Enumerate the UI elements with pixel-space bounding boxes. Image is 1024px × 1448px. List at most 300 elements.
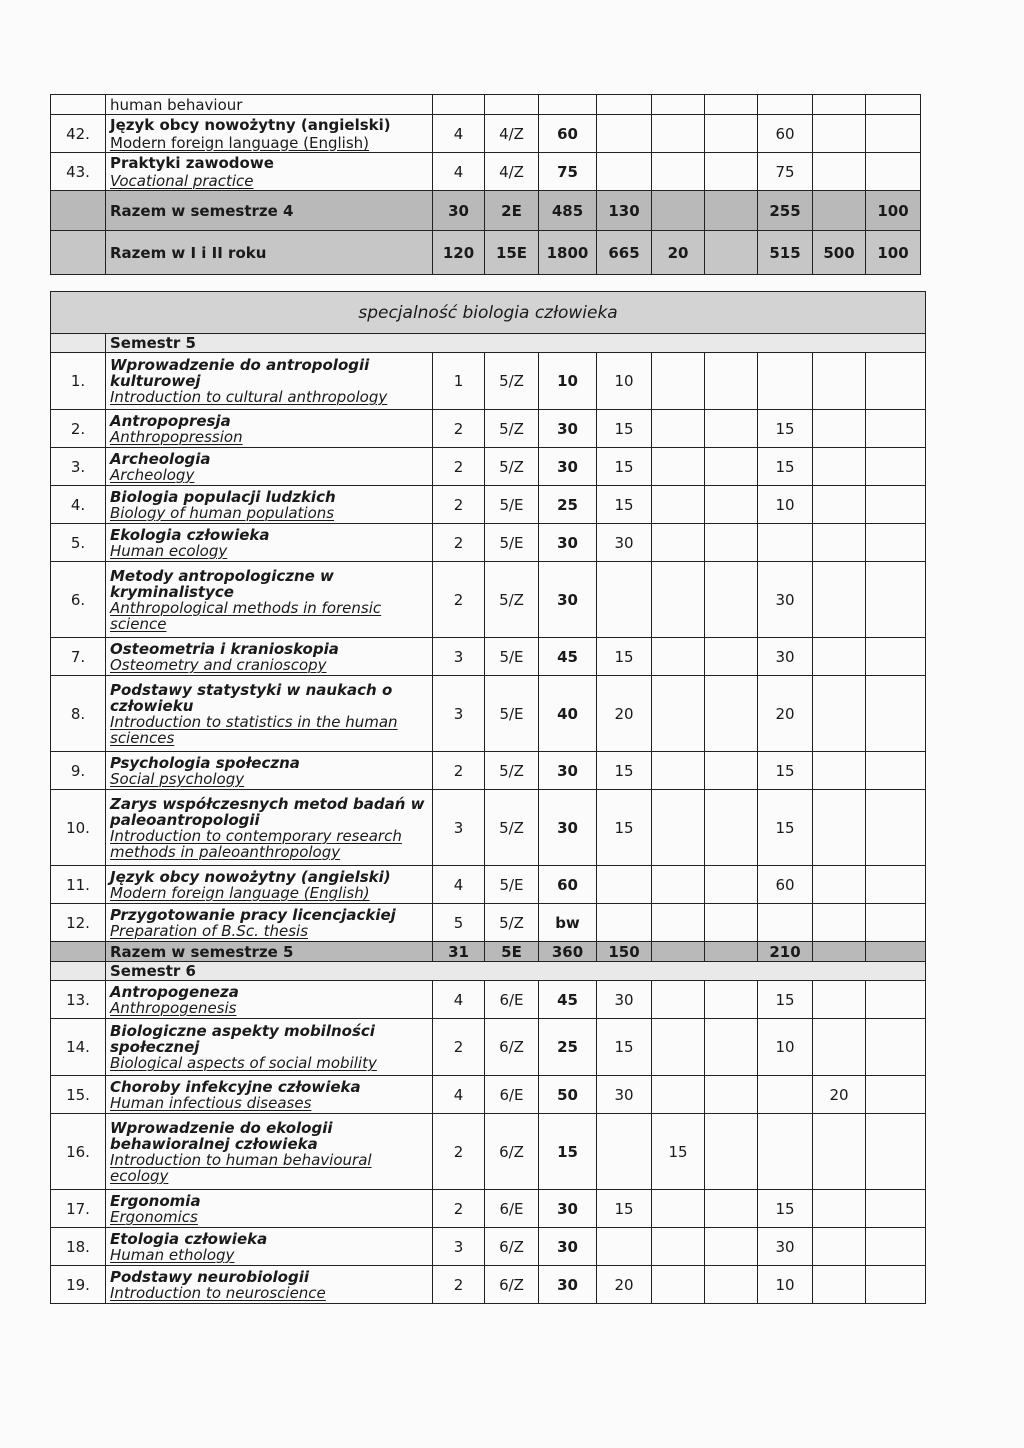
course-name-pl: Wprowadzenie do antropologii kulturowej: [110, 356, 370, 390]
value-cell: [813, 153, 866, 191]
value-cell: 2: [433, 1019, 485, 1076]
value-cell: 40: [539, 676, 597, 752]
course-row: [51, 1190, 926, 1228]
value-cell: 60: [758, 866, 813, 904]
value-cell: 2: [433, 410, 485, 448]
value-cell: [652, 410, 705, 448]
value-cell: 10: [758, 1266, 813, 1304]
value-cell: 30: [539, 562, 597, 638]
value-cell: [597, 1114, 652, 1190]
course-name-en: Introduction to human behavioural ecology: [110, 1150, 372, 1185]
row-number: 13.: [51, 981, 106, 1019]
course-name-pl: Wprowadzenie do ekologii behawioralnej człowieka: [110, 1118, 333, 1153]
course-name-pl: Metody antropologiczne w kryminalistyce: [110, 566, 334, 601]
value-cell: [705, 942, 758, 962]
value-cell: 6/Z: [485, 1019, 539, 1076]
value-cell: 3: [433, 1228, 485, 1266]
value-cell: [866, 448, 926, 486]
value-cell: 4: [433, 866, 485, 904]
value-cell: 5/E: [485, 638, 539, 676]
course-name-pl: Biologia populacji ludzkich: [110, 487, 336, 506]
course-name-en: Modern foreign language (English): [110, 133, 370, 152]
course-name-pl: Etologia człowieka: [110, 1229, 268, 1248]
course-name-en: Human infectious diseases: [110, 1093, 312, 1112]
value-cell: 30: [539, 1228, 597, 1266]
value-cell: 6/Z: [485, 1266, 539, 1304]
value-cell: 30: [597, 981, 652, 1019]
lecture-cell: [597, 153, 652, 191]
value-cell: [705, 752, 758, 790]
specialization-title: specjalność biologia człowieka: [51, 292, 926, 334]
course-name-pl: Ergonomia: [110, 1191, 201, 1210]
row-number: 14.: [51, 1019, 106, 1076]
value-cell: 2: [433, 562, 485, 638]
course-name-cell: [106, 353, 433, 410]
value-cell: [652, 191, 705, 231]
value-cell: [866, 524, 926, 562]
row-number: 19.: [51, 1266, 106, 1304]
value-cell: [652, 904, 705, 942]
semester-label-row: [51, 962, 926, 981]
value-cell: 15: [758, 1190, 813, 1228]
value-cell: 6/Z: [485, 1114, 539, 1190]
value-cell: [866, 1266, 926, 1304]
course-name-pl: Zarys współczesnych metod badań w paleoantropologii: [110, 794, 425, 829]
value-cell: [758, 904, 813, 942]
value-cell: 3: [433, 676, 485, 752]
value-cell: [705, 638, 758, 676]
value-cell: [866, 1019, 926, 1076]
ects-cell: 4: [433, 153, 485, 191]
value-cell: 2: [433, 486, 485, 524]
value-cell: [813, 448, 866, 486]
value-cell: [866, 676, 926, 752]
row-number: 4.: [51, 486, 106, 524]
course-name-en: Preparation of B.Sc. thesis: [110, 921, 309, 940]
semester-label: Semestr 5: [106, 334, 926, 353]
value-cell: [866, 1190, 926, 1228]
value-cell: [705, 524, 758, 562]
value-cell: [758, 1114, 813, 1190]
value-cell: [866, 562, 926, 638]
value-cell: 5/E: [485, 676, 539, 752]
value-cell: 2: [433, 448, 485, 486]
value-cell: [866, 1114, 926, 1190]
course-name-cell: [106, 1114, 433, 1190]
value-cell: 5/Z: [485, 752, 539, 790]
course-name-en: Vocational practice: [110, 171, 254, 190]
value-cell: [652, 981, 705, 1019]
value-cell: 500: [813, 231, 866, 275]
course-name-pl: Przygotowanie pracy licencjackiej: [110, 905, 396, 924]
value-cell: [813, 676, 866, 752]
value-cell: 10: [758, 1019, 813, 1076]
value-cell: 15: [597, 486, 652, 524]
course-name-en: Introduction to neuroscience: [110, 1283, 326, 1302]
value-cell: [597, 866, 652, 904]
value-cell: 5/E: [485, 524, 539, 562]
value-cell: 5/E: [485, 866, 539, 904]
value-cell: 20: [597, 676, 652, 752]
course-name-cell: [106, 448, 433, 486]
value-cell: [652, 115, 705, 153]
course-row: [51, 638, 926, 676]
value-cell: [866, 1228, 926, 1266]
value-cell: [705, 981, 758, 1019]
value-cell: [705, 790, 758, 866]
value-cell: 15E: [485, 231, 539, 275]
value-cell: [813, 410, 866, 448]
course-name-cell: [106, 486, 433, 524]
value-cell: 15: [758, 752, 813, 790]
row-number: 42.: [51, 115, 106, 153]
value-cell: [652, 866, 705, 904]
value-cell: 10: [597, 353, 652, 410]
value-cell: [758, 524, 813, 562]
value-cell: 20: [813, 1076, 866, 1114]
value-cell: [866, 115, 921, 153]
value-cell: 10: [539, 353, 597, 410]
value-cell: [813, 904, 866, 942]
value-cell: 31: [433, 942, 485, 962]
total-label: Razem w I i II roku: [106, 231, 433, 275]
row-number: 16.: [51, 1114, 106, 1190]
value-cell: 25: [539, 1019, 597, 1076]
value-cell: [866, 638, 926, 676]
value-cell: 45: [539, 638, 597, 676]
course-name-pl: Język obcy nowożytny (angielski): [110, 867, 391, 886]
value-cell: [705, 153, 758, 191]
course-row: [51, 562, 926, 638]
value-cell: [652, 790, 705, 866]
value-cell: [652, 448, 705, 486]
value-cell: [866, 353, 926, 410]
value-cell: 15: [652, 1114, 705, 1190]
lecture-cell: [597, 115, 652, 153]
value-cell: 15: [597, 638, 652, 676]
specialization-title-row: [51, 292, 926, 334]
course-name-en: Human ethology: [110, 1245, 235, 1264]
course-row: [51, 353, 926, 410]
value-cell: 30: [758, 638, 813, 676]
value-cell: 5/Z: [485, 353, 539, 410]
course-name-pl: Biologiczne aspekty mobilności społecznej: [110, 1022, 375, 1056]
value-cell: [597, 904, 652, 942]
row-number: 15.: [51, 1076, 106, 1114]
course-name-en: Ergonomics: [110, 1207, 198, 1226]
course-name-cell: [106, 1019, 433, 1076]
value-cell: 360: [539, 942, 597, 962]
course-row: [51, 1114, 926, 1190]
value-cell: 210: [758, 942, 813, 962]
value-cell: [705, 448, 758, 486]
value-cell: 4: [433, 981, 485, 1019]
value-cell: 45: [539, 981, 597, 1019]
value-cell: 60: [758, 115, 813, 153]
value-cell: 30: [539, 410, 597, 448]
table-row: [51, 153, 921, 191]
course-name-cell: [106, 524, 433, 562]
semester-label-row: [51, 334, 926, 353]
value-cell: 60: [539, 866, 597, 904]
value-cell: [652, 1190, 705, 1228]
course-name-pl: Podstawy statystyki w naukach o człowieku: [110, 680, 393, 715]
row-number: 9.: [51, 752, 106, 790]
course-name-pl: Język obcy nowożytny (angielski): [110, 115, 391, 134]
value-cell: [813, 115, 866, 153]
course-row: [51, 486, 926, 524]
value-cell: 30: [539, 1266, 597, 1304]
value-cell: 2: [433, 1266, 485, 1304]
value-cell: [652, 353, 705, 410]
value-cell: [652, 676, 705, 752]
value-cell: 150: [597, 942, 652, 962]
value-cell: [705, 115, 758, 153]
value-cell: 6/Z: [485, 1228, 539, 1266]
row-number: 18.: [51, 1228, 106, 1266]
value-cell: [705, 1266, 758, 1304]
value-cell: [705, 1019, 758, 1076]
course-row: [51, 904, 926, 942]
value-cell: 15: [597, 1019, 652, 1076]
value-cell: [597, 1228, 652, 1266]
value-cell: [705, 1228, 758, 1266]
value-cell: [866, 904, 926, 942]
ects-cell: 4: [433, 115, 485, 153]
value-cell: [866, 866, 926, 904]
row-number: 43.: [51, 153, 106, 191]
course-name-cell: [106, 562, 433, 638]
course-row: [51, 410, 926, 448]
value-cell: [705, 353, 758, 410]
value-cell: 15: [597, 752, 652, 790]
value-cell: [705, 231, 758, 275]
course-row: [51, 1228, 926, 1266]
value-cell: 2: [433, 1190, 485, 1228]
row-number: 17.: [51, 1190, 106, 1228]
course-name-cell: [106, 410, 433, 448]
value-cell: [866, 486, 926, 524]
value-cell: [758, 1076, 813, 1114]
course-name-en: Social psychology: [110, 769, 245, 788]
value-cell: [813, 866, 866, 904]
value-cell: 2: [433, 752, 485, 790]
course-name-en: Anthropogenesis: [110, 998, 237, 1017]
value-cell: 30: [539, 752, 597, 790]
course-row: [51, 866, 926, 904]
value-cell: [705, 562, 758, 638]
course-name-en: Anthropological methods in forensic science: [110, 598, 382, 633]
table-row: [51, 115, 921, 153]
course-name-pl: Podstawy neurobiologii: [110, 1267, 309, 1286]
course-name-cell: [106, 790, 433, 866]
value-cell: 30: [539, 790, 597, 866]
value-cell: 3: [433, 638, 485, 676]
semester-label: Semestr 6: [106, 962, 926, 981]
course-row: [51, 524, 926, 562]
value-cell: [813, 1266, 866, 1304]
value-cell: 1800: [539, 231, 597, 275]
value-cell: 30: [597, 1076, 652, 1114]
value-cell: [813, 1019, 866, 1076]
course-name-en: Biology of human populations: [110, 503, 335, 522]
value-cell: 30: [758, 1228, 813, 1266]
course-name-en: Introduction to contemporary research methods in paleoanthropology: [110, 826, 402, 861]
course-row: [51, 790, 926, 866]
value-cell: [652, 1266, 705, 1304]
value-cell: [813, 562, 866, 638]
course-name-cell: [106, 1190, 433, 1228]
row-number: 1.: [51, 353, 106, 410]
course-name-cell: [106, 676, 433, 752]
value-cell: 20: [597, 1266, 652, 1304]
course-name-pl: Osteometria i kranioskopia: [110, 639, 339, 658]
value-cell: 4: [433, 1076, 485, 1114]
value-cell: [652, 752, 705, 790]
value-cell: 6/E: [485, 981, 539, 1019]
course-name-en: Introduction to cultural anthropology: [110, 388, 388, 406]
value-cell: [652, 942, 705, 962]
table-row: [51, 95, 921, 115]
hours-total-cell: 60: [539, 115, 597, 153]
value-cell: 485: [539, 191, 597, 231]
value-cell: 120: [433, 231, 485, 275]
course-name-cell: [106, 866, 433, 904]
value-cell: 5/E: [485, 486, 539, 524]
value-cell: 100: [866, 231, 921, 275]
value-cell: [813, 486, 866, 524]
course-row: [51, 676, 926, 752]
hours-total-cell: 75: [539, 153, 597, 191]
value-cell: [705, 486, 758, 524]
course-name-en: Introduction to statistics in the human sciences: [110, 712, 398, 747]
course-name-cell: [106, 1228, 433, 1266]
value-cell: [705, 1076, 758, 1114]
course-name-pl: Psychologia społeczna: [110, 753, 300, 772]
value-cell: 15: [758, 790, 813, 866]
row-number: 7.: [51, 638, 106, 676]
course-name-en: Modern foreign language (English): [110, 883, 370, 902]
value-cell: 5/Z: [485, 410, 539, 448]
value-cell: 25: [539, 486, 597, 524]
course-name-en: Human ecology: [110, 541, 228, 560]
course-name-cell: [106, 904, 433, 942]
value-cell: 665: [597, 231, 652, 275]
semester-total-row: [51, 191, 921, 231]
value-cell: 2E: [485, 191, 539, 231]
value-cell: [813, 1190, 866, 1228]
value-cell: [813, 942, 866, 962]
value-cell: 5/Z: [485, 448, 539, 486]
course-row: [51, 448, 926, 486]
value-cell: [866, 790, 926, 866]
value-cell: [652, 638, 705, 676]
value-cell: [652, 1076, 705, 1114]
value-cell: [705, 676, 758, 752]
specialization-table: [50, 291, 926, 1304]
value-cell: 15: [539, 1114, 597, 1190]
value-cell: 30: [433, 191, 485, 231]
value-cell: [813, 353, 866, 410]
value-cell: [758, 353, 813, 410]
course-row: [51, 752, 926, 790]
value-cell: 30: [539, 448, 597, 486]
row-number: 8.: [51, 676, 106, 752]
value-cell: 5: [433, 904, 485, 942]
value-cell: [866, 153, 921, 191]
value-cell: 5/Z: [485, 790, 539, 866]
course-name-en: human behaviour: [110, 95, 243, 114]
value-cell: [813, 1228, 866, 1266]
value-cell: 15: [758, 981, 813, 1019]
value-cell: [813, 790, 866, 866]
value-cell: 15: [597, 410, 652, 448]
course-name-cell: [106, 638, 433, 676]
row-number: 2.: [51, 410, 106, 448]
value-cell: 15: [597, 790, 652, 866]
row-number: 10.: [51, 790, 106, 866]
course-name-pl: Ekologia człowieka: [110, 525, 270, 544]
value-cell: [866, 1076, 926, 1114]
value-cell: [813, 638, 866, 676]
course-name-en: Osteometry and cranioscopy: [110, 655, 327, 674]
value-cell: [652, 486, 705, 524]
value-cell: [705, 1190, 758, 1228]
course-name-pl: Choroby infekcyjne człowieka: [110, 1077, 361, 1096]
value-cell: [813, 1114, 866, 1190]
course-name-en: Biological aspects of social mobility: [110, 1054, 377, 1072]
course-row: [51, 981, 926, 1019]
value-cell: 5/Z: [485, 562, 539, 638]
exam-cell: 4/Z: [485, 115, 539, 153]
years-total-row: [51, 231, 921, 275]
course-name-en: Archeology: [110, 465, 195, 484]
value-cell: 15: [597, 448, 652, 486]
value-cell: 10: [758, 486, 813, 524]
value-cell: [813, 524, 866, 562]
value-cell: 5/Z: [485, 904, 539, 942]
value-cell: [866, 942, 926, 962]
course-name-cell: [106, 1076, 433, 1114]
value-cell: [652, 1228, 705, 1266]
course-row: [51, 1019, 926, 1076]
value-cell: [866, 410, 926, 448]
course-name-pl: Archeologia: [110, 449, 211, 468]
course-row: [51, 1266, 926, 1304]
value-cell: 30: [758, 562, 813, 638]
value-cell: [705, 410, 758, 448]
course-name-en: Anthropopression: [110, 427, 243, 446]
value-cell: [813, 752, 866, 790]
value-cell: 255: [758, 191, 813, 231]
value-cell: [652, 562, 705, 638]
course-name-cell: [106, 1266, 433, 1304]
course-name-cell: [106, 981, 433, 1019]
value-cell: 2: [433, 524, 485, 562]
value-cell: 50: [539, 1076, 597, 1114]
course-name-pl: Antropopresja: [110, 411, 231, 430]
course-name-cell: [106, 752, 433, 790]
row-number: 5.: [51, 524, 106, 562]
value-cell: 6/E: [485, 1076, 539, 1114]
value-cell: [705, 191, 758, 231]
value-cell: 2: [433, 1114, 485, 1190]
value-cell: 20: [652, 231, 705, 275]
value-cell: 20: [758, 676, 813, 752]
value-cell: 30: [539, 524, 597, 562]
course-name-pl: Antropogeneza: [110, 982, 239, 1001]
value-cell: [813, 981, 866, 1019]
